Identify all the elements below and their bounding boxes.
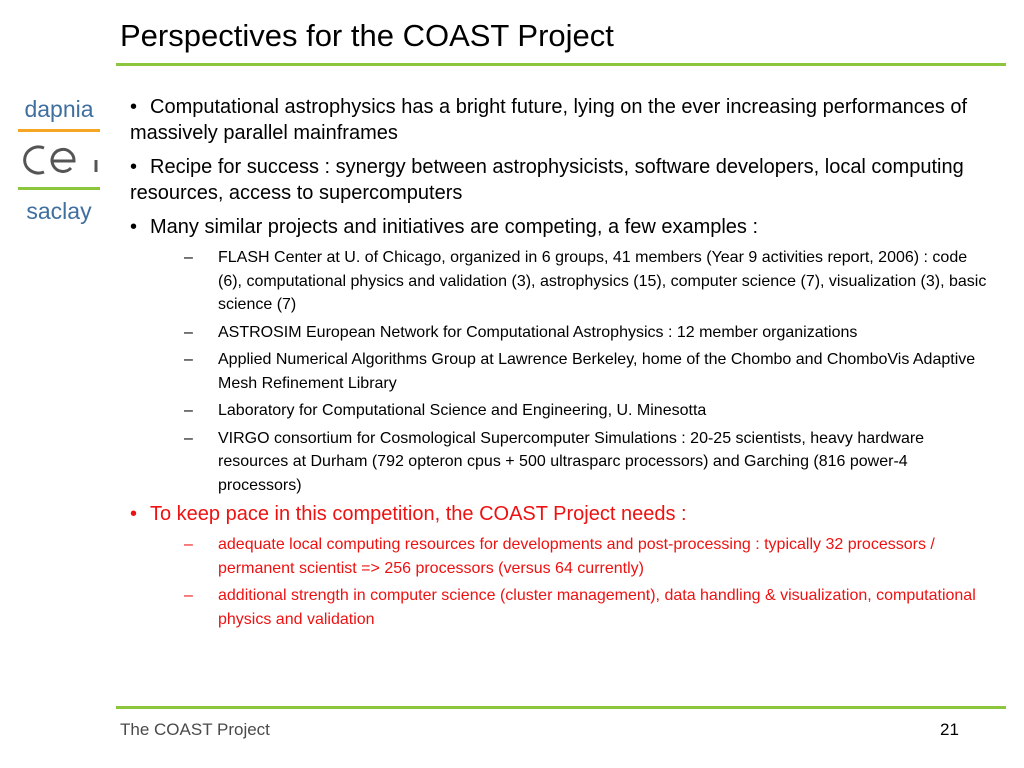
bullet-1-text: Computational astrophysics has a bright future, lying on the ever increasing performances of massively parallel mainframes <box>130 96 968 144</box>
sub-bullet-text: Applied Numerical Algorithms Group at Lawrence Berkeley, home of the Chombo and ChomboVis Adaptive Mesh Refinement Library <box>218 351 976 392</box>
bullet-4-text: To keep pace in this competition, the COAST Project needs : <box>150 503 687 525</box>
bullet-3 <box>130 214 990 240</box>
bullet-3-sublist <box>130 246 990 497</box>
bullet-4 <box>130 501 990 527</box>
sub-bullet-text: additional strength in computer science (cluster management), data handling & visualization, computational physics and validation <box>218 587 976 628</box>
page-number: 21 <box>940 720 959 739</box>
bullet-marker: • <box>130 156 138 178</box>
sub-bullet <box>130 584 990 631</box>
dash-marker: – <box>184 351 193 368</box>
bullet-marker: • <box>130 503 138 525</box>
bullet-4-sublist <box>130 533 990 631</box>
bullet-3-text: Many similar projects and initiatives are competing, a few examples : <box>150 216 759 238</box>
slide-title: Perspectives for the COAST Project <box>120 18 614 53</box>
sub-bullet <box>130 321 990 345</box>
bullet-marker: • <box>130 216 138 238</box>
dash-marker: – <box>184 323 193 341</box>
sub-bullet <box>130 246 990 317</box>
sub-bullet <box>130 533 990 580</box>
dapnia-cea-saclay-logo <box>14 96 104 224</box>
cea-logo-icon <box>18 140 100 180</box>
logo-orange-line <box>18 129 100 132</box>
sub-bullet <box>130 399 990 423</box>
bottom-divider <box>116 706 1006 709</box>
bullet-marker: • <box>130 96 138 118</box>
dash-marker: – <box>184 429 193 447</box>
footer-project-name: The COAST Project <box>120 720 270 739</box>
dash-marker: – <box>184 587 193 604</box>
bullet-1 <box>130 94 990 146</box>
slide-body <box>130 94 990 635</box>
bullet-2 <box>130 154 990 206</box>
dash-marker: – <box>184 402 193 419</box>
sub-bullet-text: ASTROSIM European Network for Computational Astrophysics : 12 member organizations <box>218 323 858 341</box>
logo-dapnia-text: dapnia <box>24 96 94 122</box>
sub-bullet <box>130 348 990 395</box>
sub-bullet-text: FLASH Center at U. of Chicago, organized in 6 groups, 41 members (Year 9 activities report, 2006) : code (6), computational physics and validation (3), astrophysics (15), computer science (7), visualization (3), basic science (7) <box>218 249 987 313</box>
dash-marker: – <box>184 536 193 553</box>
sub-bullet-text: VIRGO consortium for Cosmological Supercomputer Simulations : 20-25 scientists, heavy hardware resources at Durham (792 opteron cpus + 500 ultrasparc processors) and Garching (816 power-4 processors) <box>218 429 925 494</box>
bullet-2-text: Recipe for success : synergy between astrophysicists, software developers, local computing resources, access to supercomputers <box>130 156 964 204</box>
sub-bullet <box>130 427 990 498</box>
logo-green-line <box>18 187 100 190</box>
sub-bullet-text: adequate local computing resources for developments and post-processing : typically 32 processors / permanent scientist => 256 processors (versus 64 currently) <box>218 536 935 577</box>
sub-bullet-text: Laboratory for Computational Science and Engineering, U. Minesotta <box>218 402 707 419</box>
dash-marker: – <box>184 249 193 266</box>
logo-saclay-text: saclay <box>26 198 92 224</box>
top-divider <box>116 63 1006 66</box>
